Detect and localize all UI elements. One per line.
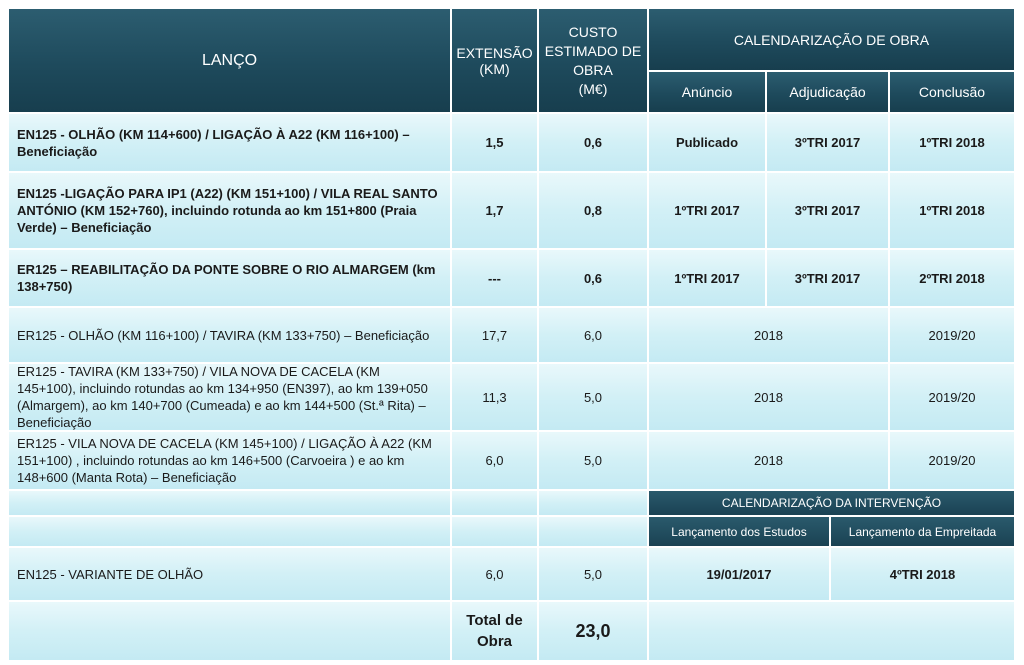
variante-custo: 5,0 — [539, 548, 647, 600]
variante-extensao: 6,0 — [452, 548, 537, 600]
row-2-custo: 0,8 — [539, 173, 647, 248]
total-value: 23,0 — [539, 602, 647, 660]
row-5-lanco: ER125 - TAVIRA (KM 133+750) / VILA NOVA DE CACELA (KM 145+100), incluindo rotundas ao km 134+950 (EN397), ao km 139+050 (Almargem), ao km 140+700 (Cumeada) e ao km 144+500 (St.ª Rita) – Beneficiação — [9, 364, 450, 430]
variante-lanco: EN125 - VARIANTE DE OLHÃO — [9, 548, 450, 600]
row-5-custo: 5,0 — [539, 364, 647, 430]
header-extensao: EXTENSÃO (KM) — [452, 9, 537, 112]
header-anuncio: Anúncio — [649, 72, 765, 112]
row-3-adjudicacao: 3ºTRI 2017 — [767, 250, 888, 306]
row-3-custo: 0,6 — [539, 250, 647, 306]
header-estudos: Lançamento dos Estudos — [649, 517, 829, 546]
row-6-lanco: ER125 - VILA NOVA DE CACELA (KM 145+100) / LIGAÇÃO À A22 (KM 151+100) , incluindo rotundas ao km 146+500 (Carvoeira ) e ao km 148+600 (Manta Rota) – Beneficiação — [9, 432, 450, 489]
header-lanco: LANÇO — [9, 9, 450, 112]
total-label: Total de Obra — [452, 602, 537, 660]
row-2-extensao: 1,7 — [452, 173, 537, 248]
row-1-conclusao: 1ºTRI 2018 — [890, 114, 1014, 171]
variante-estudos: 19/01/2017 — [649, 548, 829, 600]
row-1-lanco: EN125 - OLHÃO (KM 114+600) / LIGAÇÃO À A22 (KM 116+100) – Beneficiação — [9, 114, 450, 171]
row-5-extensao: 11,3 — [452, 364, 537, 430]
row-1-anuncio: Publicado — [649, 114, 765, 171]
row-6-extensao: 6,0 — [452, 432, 537, 489]
row-6-custo: 5,0 — [539, 432, 647, 489]
row-2-lanco: EN125 -LIGAÇÃO PARA IP1 (A22) (KM 151+100) / VILA REAL SANTO ANTÓNIO (KM 152+760), incluindo rotunda ao km 151+800 (Praia Verde) – Beneficiação — [9, 173, 450, 248]
row-3-conclusao: 2ºTRI 2018 — [890, 250, 1014, 306]
row-1-extensao: 1,5 — [452, 114, 537, 171]
row-6-conclusao: 2019/20 — [890, 432, 1014, 489]
row-5-conclusao: 2019/20 — [890, 364, 1014, 430]
row-6-anuncio-adjudicacao: 2018 — [649, 432, 888, 489]
row-4-extensao: 17,7 — [452, 308, 537, 362]
header-custo: CUSTO ESTIMADO DE OBRA (M€) — [539, 9, 647, 112]
row-4-anuncio-adjudicacao: 2018 — [649, 308, 888, 362]
header-calendarizacao: CALENDARIZAÇÃO DE OBRA — [649, 9, 1014, 70]
row-1-adjudicacao: 3ºTRI 2017 — [767, 114, 888, 171]
empty-cell — [452, 491, 537, 515]
empty-cell — [539, 491, 647, 515]
empty-cell — [452, 517, 537, 546]
variante-empreitada: 4ºTRI 2018 — [831, 548, 1014, 600]
empty-cell — [539, 517, 647, 546]
row-2-adjudicacao: 3ºTRI 2017 — [767, 173, 888, 248]
row-4-lanco: ER125 - OLHÃO (KM 116+100) / TAVIRA (KM 133+750) – Beneficiação — [9, 308, 450, 362]
header-empreitada: Lançamento da Empreitada — [831, 517, 1014, 546]
row-4-conclusao: 2019/20 — [890, 308, 1014, 362]
header-conclusao: Conclusão — [890, 72, 1014, 112]
header-adjudicacao: Adjudicação — [767, 72, 888, 112]
empty-cell — [9, 491, 450, 515]
row-3-extensao: --- — [452, 250, 537, 306]
row-3-lanco: ER125 – REABILITAÇÃO DA PONTE SOBRE O RIO ALMARGEM (km 138+750) — [9, 250, 450, 306]
header-intervencao: CALENDARIZAÇÃO DA INTERVENÇÃO — [649, 491, 1014, 515]
row-5-anuncio-adjudicacao: 2018 — [649, 364, 888, 430]
row-2-anuncio: 1ºTRI 2017 — [649, 173, 765, 248]
row-4-custo: 6,0 — [539, 308, 647, 362]
row-2-conclusao: 1ºTRI 2018 — [890, 173, 1014, 248]
empty-cell — [9, 602, 450, 660]
empty-cell — [649, 602, 1014, 660]
row-3-anuncio: 1ºTRI 2017 — [649, 250, 765, 306]
row-1-custo: 0,6 — [539, 114, 647, 171]
empty-cell — [9, 517, 450, 546]
